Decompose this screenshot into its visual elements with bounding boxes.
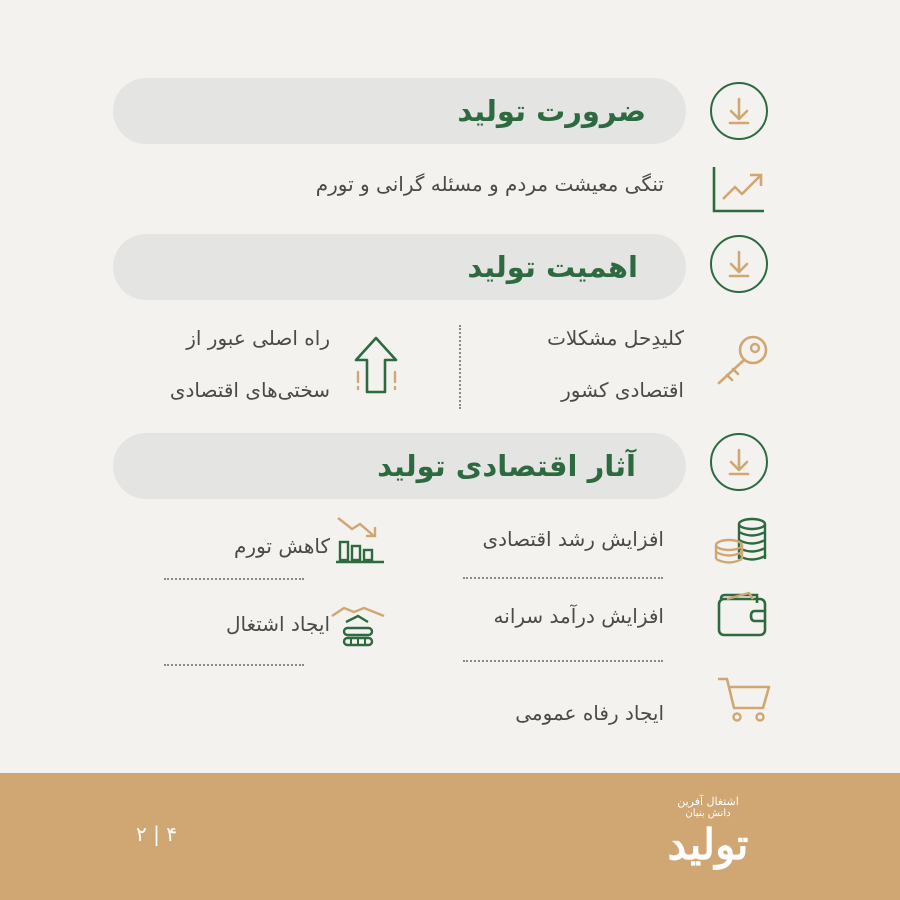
section-title: ضرورت تولید [457, 94, 646, 128]
arrow-down-circle-icon [710, 82, 768, 140]
arrow-down-circle-icon [710, 433, 768, 491]
wallet-icon [715, 589, 771, 639]
arrow-down-circle-icon [710, 235, 768, 293]
column-divider [459, 325, 461, 409]
welfare-text: ایجاد رفاه عمومی [515, 701, 664, 725]
logo-subtitle-2: دانش بنیان [685, 808, 731, 819]
section-title: اهمیت تولید [467, 250, 638, 284]
section-header-effects [113, 433, 686, 499]
path-text-line2: سختی‌های اقتصادی [169, 378, 330, 402]
logo-subtitle: اشتغال آفرین [677, 795, 739, 808]
growth-text: افزایش رشد اقتصادی [482, 527, 664, 551]
coins-stack-icon [712, 515, 770, 567]
inflation-text: کاهش تورم [234, 534, 330, 558]
key-icon [713, 333, 771, 388]
key-text-line1: کلیدِحل مشکلات [547, 326, 684, 350]
income-text: افزایش درآمد سرانه [493, 604, 664, 628]
employment-text: ایجاد اشتغال [225, 612, 330, 636]
row-divider [463, 660, 663, 662]
section-header-necessity [113, 78, 686, 144]
section-title: آثار اقتصادی تولید [377, 449, 636, 483]
logo-title: تولید [667, 820, 749, 869]
row-divider [463, 577, 663, 579]
bar-chart-down-icon [334, 514, 386, 566]
row-divider [164, 578, 304, 580]
production-logo [638, 795, 778, 885]
necessity-item-text: تنگی معیشت مردم و مسئله گرانی و تورم [315, 172, 664, 196]
arrow-up-outline-icon [350, 334, 402, 396]
key-text-line2: اقتصادی کشور [561, 378, 684, 402]
footer-band [0, 773, 900, 900]
trend-up-chart-icon [710, 163, 768, 215]
row-divider [164, 664, 304, 666]
page-indicator: ۲ | ۴ [136, 822, 177, 846]
section-header-importance [113, 234, 686, 300]
handshake-icon [330, 598, 386, 654]
path-text-line1: راه اصلی عبور از [186, 326, 330, 350]
shopping-cart-icon [716, 674, 772, 724]
